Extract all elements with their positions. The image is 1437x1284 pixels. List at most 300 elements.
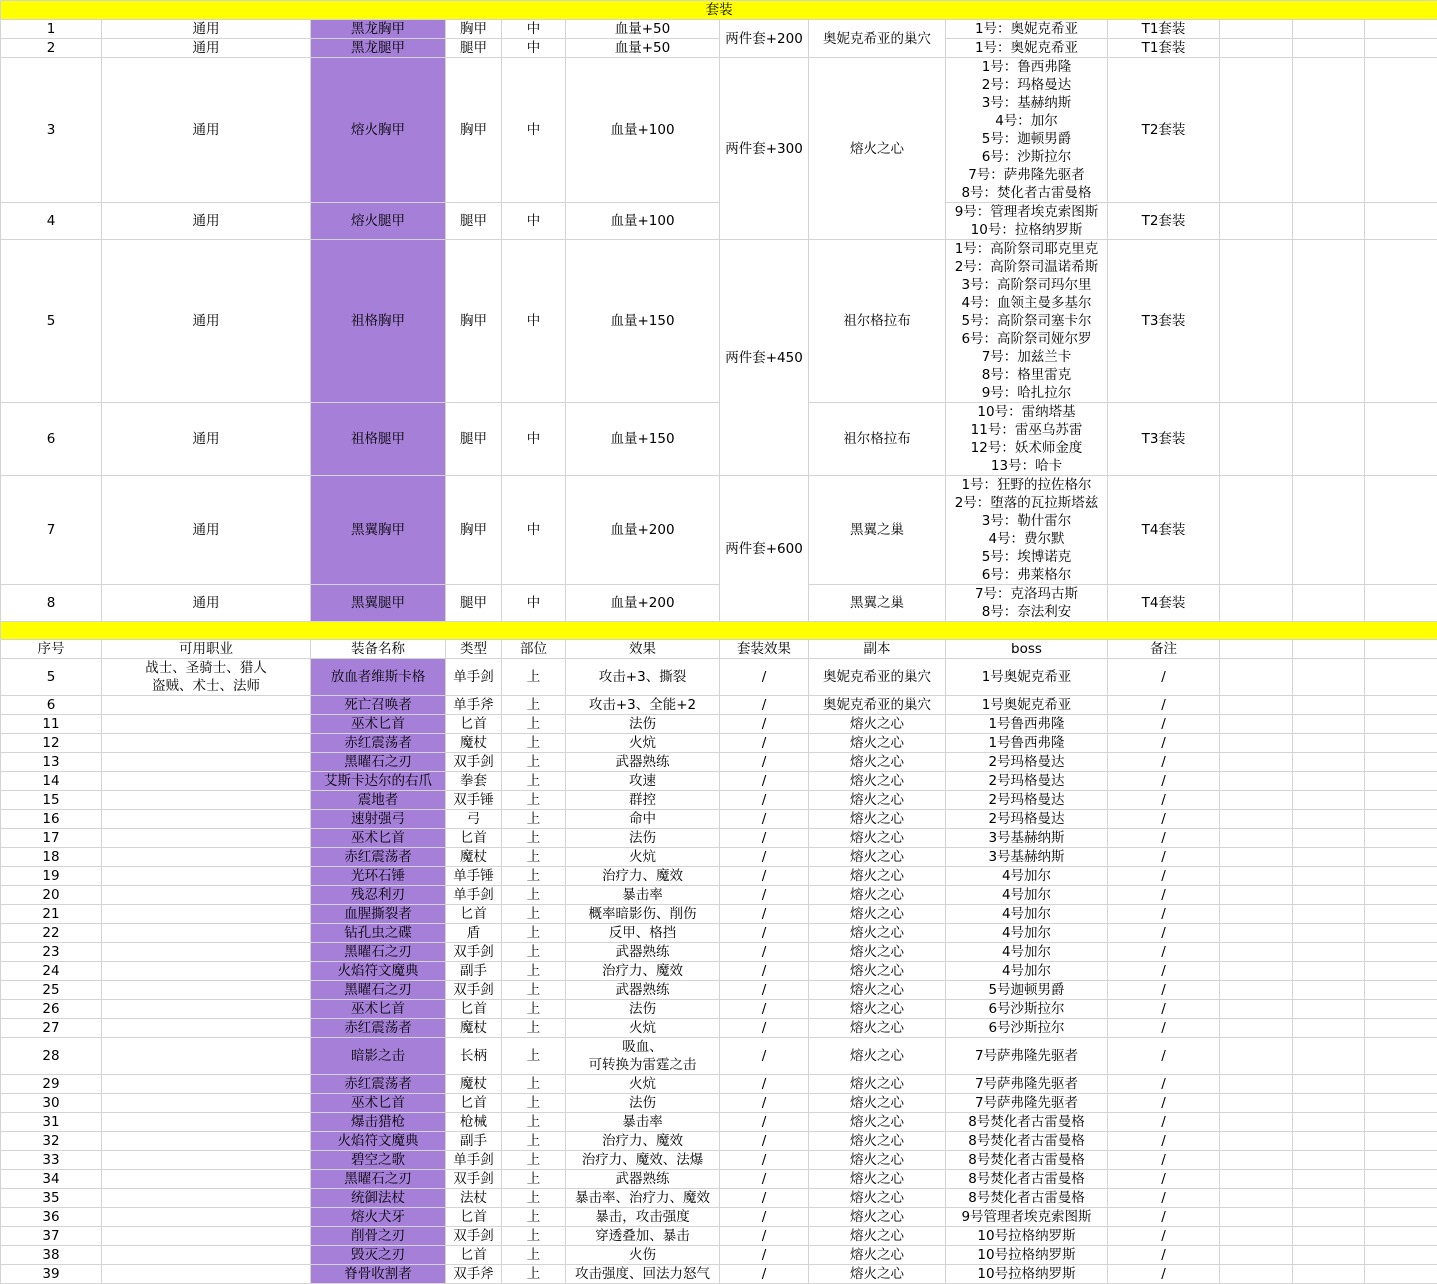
cell-note[interactable]: /	[1108, 1151, 1220, 1170]
cell-effect[interactable]: 暴击，攻击强度	[566, 1208, 720, 1227]
cell-note[interactable]: /	[1108, 1246, 1220, 1265]
cell-boss[interactable]: 4号加尔	[946, 886, 1108, 905]
cell-item-name[interactable]: 熔火胸甲	[311, 58, 446, 203]
cell-dungeon[interactable]: 熔火之心	[809, 867, 946, 886]
cell-type[interactable]: 胸甲	[446, 240, 502, 403]
cell-set-bonus[interactable]: /	[720, 1038, 809, 1075]
cell-empty[interactable]	[1293, 734, 1365, 753]
cell-empty[interactable]	[1293, 981, 1365, 1000]
cell-class[interactable]	[102, 1113, 311, 1132]
cell-set-bonus[interactable]: /	[720, 1151, 809, 1170]
cell-note[interactable]: /	[1108, 1019, 1220, 1038]
cell-type[interactable]: 单手剑	[446, 1151, 502, 1170]
cell-empty[interactable]	[1365, 943, 1437, 962]
cell-empty[interactable]	[1365, 962, 1437, 981]
cell-type[interactable]: 魔杖	[446, 734, 502, 753]
cell-effect[interactable]: 血量+150	[566, 403, 720, 476]
cell-empty[interactable]	[1293, 39, 1365, 58]
cell-slot[interactable]: 上	[502, 734, 566, 753]
cell-no[interactable]: 24	[1, 962, 102, 981]
cell-empty[interactable]	[1365, 240, 1437, 403]
cell-empty[interactable]	[1365, 476, 1437, 585]
cell-slot[interactable]: 上	[502, 715, 566, 734]
cell-item-name[interactable]: 祖格胸甲	[311, 240, 446, 403]
cell-set-bonus[interactable]: /	[720, 1265, 809, 1284]
cell-type[interactable]: 魔杖	[446, 1075, 502, 1094]
cell-effect[interactable]: 暴击率	[566, 886, 720, 905]
cell-item-name[interactable]: 巫术匕首	[311, 829, 446, 848]
cell-empty[interactable]	[1293, 1189, 1365, 1208]
cell-empty[interactable]	[1293, 1265, 1365, 1284]
cell-slot[interactable]: 中	[502, 39, 566, 58]
cell-empty[interactable]	[1220, 829, 1293, 848]
cell-boss[interactable]: 4号加尔	[946, 962, 1108, 981]
cell-effect[interactable]: 吸血、 可转换为雷霆之击	[566, 1038, 720, 1075]
cell-type[interactable]: 腿甲	[446, 203, 502, 240]
cell-no[interactable]: 6	[1, 403, 102, 476]
cell-empty[interactable]	[1293, 924, 1365, 943]
cell-type[interactable]: 匕首	[446, 1208, 502, 1227]
cell-slot[interactable]: 上	[502, 1227, 566, 1246]
cell-class[interactable]	[102, 1075, 311, 1094]
cell-dungeon[interactable]: 熔火之心	[809, 962, 946, 981]
cell-empty[interactable]	[1220, 753, 1293, 772]
cell-set-bonus[interactable]: /	[720, 829, 809, 848]
cell-empty[interactable]	[1365, 810, 1437, 829]
cell-item-name[interactable]: 光环石锤	[311, 867, 446, 886]
cell-empty[interactable]	[1220, 848, 1293, 867]
cell-class[interactable]	[102, 848, 311, 867]
cell-slot[interactable]: 中	[502, 58, 566, 203]
cell-empty[interactable]	[1365, 1113, 1437, 1132]
cell-class[interactable]: 通用	[102, 240, 311, 403]
cell-class[interactable]	[102, 1265, 311, 1284]
cell-no[interactable]: 4	[1, 203, 102, 240]
cell-class[interactable]	[102, 886, 311, 905]
cell-slot[interactable]: 上	[502, 886, 566, 905]
cell-empty[interactable]	[1365, 1038, 1437, 1075]
cell-note[interactable]: /	[1108, 1170, 1220, 1189]
cell-no[interactable]: 16	[1, 810, 102, 829]
cell-item-name[interactable]: 黑翼腿甲	[311, 585, 446, 622]
cell-boss[interactable]: 9号管理者埃克索图斯	[946, 1208, 1108, 1227]
cell-item-name[interactable]: 钻孔虫之碟	[311, 924, 446, 943]
cell-empty[interactable]	[1365, 696, 1437, 715]
cell-boss[interactable]: 1号：鲁西弗隆 2号：玛格曼达 3号：基赫纳斯 4号：加尔 5号：迦顿男爵 6号：沙斯拉尔 7号：萨弗隆先驱者 8号：焚化者古雷曼格	[946, 58, 1108, 203]
cell-effect[interactable]: 火炕	[566, 848, 720, 867]
cell-dungeon[interactable]: 熔火之心	[809, 943, 946, 962]
cell-class[interactable]	[102, 1246, 311, 1265]
cell-boss[interactable]: 2号玛格曼达	[946, 753, 1108, 772]
cell-boss[interactable]: 4号加尔	[946, 943, 1108, 962]
cell-tier[interactable]: T2套装	[1108, 203, 1220, 240]
cell-type[interactable]: 副手	[446, 962, 502, 981]
cell-empty[interactable]	[1220, 58, 1293, 203]
cell-effect[interactable]: 血量+200	[566, 476, 720, 585]
header-dungeon[interactable]: 副本	[809, 640, 946, 659]
cell-empty[interactable]	[1293, 886, 1365, 905]
cell-class[interactable]	[102, 715, 311, 734]
header-effect[interactable]: 效果	[566, 640, 720, 659]
cell-class[interactable]	[102, 810, 311, 829]
cell-dungeon[interactable]: 熔火之心	[809, 1094, 946, 1113]
cell-tier[interactable]: T2套装	[1108, 58, 1220, 203]
cell-empty[interactable]	[1365, 848, 1437, 867]
cell-item-name[interactable]: 赤红震荡者	[311, 848, 446, 867]
cell-empty[interactable]	[1365, 203, 1437, 240]
cell-class[interactable]: 通用	[102, 476, 311, 585]
cell-class[interactable]	[102, 734, 311, 753]
cell-type[interactable]: 单手锤	[446, 867, 502, 886]
cell-item-name[interactable]: 统御法杖	[311, 1189, 446, 1208]
cell-no[interactable]: 20	[1, 886, 102, 905]
cell-no[interactable]: 11	[1, 715, 102, 734]
cell-boss[interactable]: 8号焚化者古雷曼格	[946, 1151, 1108, 1170]
cell-no[interactable]: 23	[1, 943, 102, 962]
cell-slot[interactable]: 上	[502, 867, 566, 886]
cell-effect[interactable]: 武器熟练	[566, 981, 720, 1000]
cell-type[interactable]: 匕首	[446, 715, 502, 734]
cell-effect[interactable]: 概率暗影伤、削伤	[566, 905, 720, 924]
cell-type[interactable]: 双手剑	[446, 943, 502, 962]
cell-set-bonus[interactable]: /	[720, 924, 809, 943]
cell-type[interactable]: 双手剑	[446, 1227, 502, 1246]
cell-empty[interactable]	[1293, 1000, 1365, 1019]
cell-empty[interactable]	[1220, 640, 1293, 659]
cell-item-name[interactable]: 暗影之击	[311, 1038, 446, 1075]
cell-empty[interactable]	[1220, 1094, 1293, 1113]
cell-dungeon[interactable]: 熔火之心	[809, 791, 946, 810]
cell-type[interactable]: 腿甲	[446, 39, 502, 58]
cell-boss[interactable]: 6号沙斯拉尔	[946, 1000, 1108, 1019]
cell-set-bonus[interactable]: /	[720, 1189, 809, 1208]
cell-effect[interactable]: 武器熟练	[566, 943, 720, 962]
cell-boss[interactable]: 4号加尔	[946, 867, 1108, 886]
cell-no[interactable]: 5	[1, 659, 102, 696]
cell-slot[interactable]: 上	[502, 1019, 566, 1038]
cell-effect[interactable]: 治疗力、魔效、法爆	[566, 1151, 720, 1170]
cell-set-bonus[interactable]: /	[720, 1170, 809, 1189]
cell-dungeon[interactable]: 熔火之心	[809, 1038, 946, 1075]
cell-empty[interactable]	[1293, 943, 1365, 962]
cell-dungeon[interactable]: 熔火之心	[809, 1265, 946, 1284]
cell-type[interactable]: 单手剑	[446, 886, 502, 905]
cell-set-bonus[interactable]: /	[720, 734, 809, 753]
cell-type[interactable]: 单手剑	[446, 659, 502, 696]
cell-boss[interactable]: 10号拉格纳罗斯	[946, 1246, 1108, 1265]
cell-boss[interactable]: 1号：狂野的拉佐格尔 2号：堕落的瓦拉斯塔兹 3号：勒什雷尔 4号：费尔默 5号：埃博诺克 6号：弗莱格尔	[946, 476, 1108, 585]
cell-set-bonus[interactable]: /	[720, 1132, 809, 1151]
cell-set-bonus[interactable]: /	[720, 943, 809, 962]
cell-effect[interactable]: 武器熟练	[566, 753, 720, 772]
cell-no[interactable]: 33	[1, 1151, 102, 1170]
cell-effect[interactable]: 武器熟练	[566, 1170, 720, 1189]
cell-empty[interactable]	[1220, 867, 1293, 886]
cell-slot[interactable]: 上	[502, 1000, 566, 1019]
cell-empty[interactable]	[1365, 1170, 1437, 1189]
cell-empty[interactable]	[1293, 20, 1365, 39]
cell-type[interactable]: 胸甲	[446, 20, 502, 39]
cell-note[interactable]: /	[1108, 734, 1220, 753]
cell-set-bonus[interactable]: /	[720, 981, 809, 1000]
cell-dungeon[interactable]: 熔火之心	[809, 810, 946, 829]
cell-type[interactable]: 匕首	[446, 1094, 502, 1113]
cell-empty[interactable]	[1365, 1075, 1437, 1094]
cell-type[interactable]: 双手斧	[446, 1265, 502, 1284]
cell-type[interactable]: 腿甲	[446, 585, 502, 622]
cell-set-bonus[interactable]: /	[720, 1113, 809, 1132]
cell-class[interactable]	[102, 943, 311, 962]
cell-set-bonus[interactable]: 两件套+200	[720, 20, 809, 58]
cell-tier[interactable]: T1套装	[1108, 20, 1220, 39]
cell-boss[interactable]: 4号加尔	[946, 924, 1108, 943]
cell-effect[interactable]: 群控	[566, 791, 720, 810]
cell-empty[interactable]	[1293, 696, 1365, 715]
cell-effect[interactable]: 暴击率	[566, 1113, 720, 1132]
cell-class[interactable]: 通用	[102, 58, 311, 203]
cell-empty[interactable]	[1293, 867, 1365, 886]
cell-boss[interactable]: 1号：奥妮克希亚	[946, 20, 1108, 39]
cell-empty[interactable]	[1293, 1038, 1365, 1075]
cell-item-name[interactable]: 火焰符文魔典	[311, 962, 446, 981]
cell-item-name[interactable]: 血腥撕裂者	[311, 905, 446, 924]
cell-slot[interactable]: 中	[502, 403, 566, 476]
cell-effect[interactable]: 血量+100	[566, 58, 720, 203]
cell-no[interactable]: 38	[1, 1246, 102, 1265]
cell-empty[interactable]	[1293, 791, 1365, 810]
header-class[interactable]: 可用职业	[102, 640, 311, 659]
cell-set-bonus[interactable]: /	[720, 791, 809, 810]
cell-dungeon[interactable]: 熔火之心	[809, 1189, 946, 1208]
cell-type[interactable]: 胸甲	[446, 58, 502, 203]
cell-set-bonus[interactable]: /	[720, 1075, 809, 1094]
cell-note[interactable]: /	[1108, 715, 1220, 734]
cell-boss[interactable]: 7号：克洛玛古斯 8号：奈法利安	[946, 585, 1108, 622]
cell-item-name[interactable]: 残忍利刃	[311, 886, 446, 905]
cell-class[interactable]: 通用	[102, 20, 311, 39]
cell-dungeon[interactable]: 熔火之心	[809, 1151, 946, 1170]
cell-slot[interactable]: 上	[502, 943, 566, 962]
cell-empty[interactable]	[1293, 1019, 1365, 1038]
cell-tier[interactable]: T4套装	[1108, 585, 1220, 622]
cell-class[interactable]	[102, 772, 311, 791]
cell-item-name[interactable]: 放血者维斯卡格	[311, 659, 446, 696]
cell-slot[interactable]: 上	[502, 1208, 566, 1227]
cell-note[interactable]: /	[1108, 659, 1220, 696]
cell-boss[interactable]: 9号：管理者埃克索图斯 10号：拉格纳罗斯	[946, 203, 1108, 240]
cell-type[interactable]: 长柄	[446, 1038, 502, 1075]
cell-dungeon[interactable]: 熔火之心	[809, 905, 946, 924]
cell-empty[interactable]	[1293, 1151, 1365, 1170]
cell-item-name[interactable]: 火焰符文魔典	[311, 1132, 446, 1151]
cell-note[interactable]: /	[1108, 1000, 1220, 1019]
cell-set-bonus[interactable]: /	[720, 1094, 809, 1113]
cell-effect[interactable]: 火炕	[566, 1019, 720, 1038]
cell-empty[interactable]	[1365, 715, 1437, 734]
cell-type[interactable]: 匕首	[446, 905, 502, 924]
cell-note[interactable]: /	[1108, 1265, 1220, 1284]
cell-empty[interactable]	[1220, 905, 1293, 924]
cell-note[interactable]: /	[1108, 1038, 1220, 1075]
cell-item-name[interactable]: 黑曜石之刃	[311, 981, 446, 1000]
cell-effect[interactable]: 治疗力、魔效	[566, 1132, 720, 1151]
header-type[interactable]: 类型	[446, 640, 502, 659]
cell-boss[interactable]: 8号焚化者古雷曼格	[946, 1132, 1108, 1151]
cell-empty[interactable]	[1293, 1094, 1365, 1113]
cell-empty[interactable]	[1293, 848, 1365, 867]
cell-dungeon[interactable]: 奥妮克希亚的巢穴	[809, 696, 946, 715]
cell-item-name[interactable]: 巫术匕首	[311, 715, 446, 734]
cell-tier[interactable]: T4套装	[1108, 476, 1220, 585]
cell-empty[interactable]	[1220, 1038, 1293, 1075]
cell-no[interactable]: 31	[1, 1113, 102, 1132]
cell-item-name[interactable]: 毁灭之刃	[311, 1246, 446, 1265]
cell-empty[interactable]	[1293, 203, 1365, 240]
cell-empty[interactable]	[1220, 1246, 1293, 1265]
cell-boss[interactable]: 3号基赫纳斯	[946, 848, 1108, 867]
separator-band[interactable]	[1, 622, 1437, 640]
cell-empty[interactable]	[1220, 1170, 1293, 1189]
cell-note[interactable]: /	[1108, 962, 1220, 981]
cell-empty[interactable]	[1220, 1113, 1293, 1132]
cell-empty[interactable]	[1365, 1208, 1437, 1227]
cell-set-bonus[interactable]: /	[720, 753, 809, 772]
cell-slot[interactable]: 上	[502, 753, 566, 772]
cell-type[interactable]: 胸甲	[446, 476, 502, 585]
cell-item-name[interactable]: 黑曜石之刃	[311, 943, 446, 962]
cell-type[interactable]: 枪械	[446, 1113, 502, 1132]
cell-dungeon[interactable]: 熔火之心	[809, 1000, 946, 1019]
cell-no[interactable]: 7	[1, 476, 102, 585]
header-no[interactable]: 序号	[1, 640, 102, 659]
cell-tier[interactable]: T1套装	[1108, 39, 1220, 58]
cell-set-bonus[interactable]: /	[720, 659, 809, 696]
cell-slot[interactable]: 中	[502, 203, 566, 240]
cell-no[interactable]: 29	[1, 1075, 102, 1094]
header-slot[interactable]: 部位	[502, 640, 566, 659]
cell-empty[interactable]	[1293, 753, 1365, 772]
cell-class[interactable]	[102, 905, 311, 924]
cell-effect[interactable]: 法伤	[566, 829, 720, 848]
cell-item-name[interactable]: 削骨之刃	[311, 1227, 446, 1246]
cell-effect[interactable]: 治疗力、魔效	[566, 962, 720, 981]
cell-slot[interactable]: 上	[502, 791, 566, 810]
cell-empty[interactable]	[1220, 810, 1293, 829]
cell-item-name[interactable]: 艾斯卡达尔的右爪	[311, 772, 446, 791]
cell-boss[interactable]: 2号玛格曼达	[946, 791, 1108, 810]
cell-no[interactable]: 17	[1, 829, 102, 848]
cell-empty[interactable]	[1293, 659, 1365, 696]
cell-empty[interactable]	[1293, 1208, 1365, 1227]
cell-item-name[interactable]: 速射强弓	[311, 810, 446, 829]
cell-slot[interactable]: 中	[502, 240, 566, 403]
cell-item-name[interactable]: 黑曜石之刃	[311, 753, 446, 772]
cell-note[interactable]: /	[1108, 886, 1220, 905]
cell-dungeon[interactable]: 祖尔格拉布	[809, 403, 946, 476]
cell-type[interactable]: 匕首	[446, 1246, 502, 1265]
header-boss[interactable]: boss	[946, 640, 1108, 659]
cell-empty[interactable]	[1220, 1208, 1293, 1227]
cell-class[interactable]	[102, 981, 311, 1000]
cell-no[interactable]: 5	[1, 240, 102, 403]
cell-empty[interactable]	[1365, 1132, 1437, 1151]
cell-empty[interactable]	[1365, 39, 1437, 58]
cell-boss[interactable]: 8号焚化者古雷曼格	[946, 1189, 1108, 1208]
header-note[interactable]: 备注	[1108, 640, 1220, 659]
cell-effect[interactable]: 血量+100	[566, 203, 720, 240]
cell-slot[interactable]: 上	[502, 829, 566, 848]
cell-boss[interactable]: 2号玛格曼达	[946, 772, 1108, 791]
cell-no[interactable]: 25	[1, 981, 102, 1000]
cell-empty[interactable]	[1365, 1246, 1437, 1265]
cell-type[interactable]: 弓	[446, 810, 502, 829]
cell-empty[interactable]	[1365, 403, 1437, 476]
cell-boss[interactable]: 8号焚化者古雷曼格	[946, 1113, 1108, 1132]
cell-type[interactable]: 拳套	[446, 772, 502, 791]
cell-item-name[interactable]: 爆击猎枪	[311, 1113, 446, 1132]
cell-type[interactable]: 匕首	[446, 829, 502, 848]
cell-effect[interactable]: 攻击+3、全能+2	[566, 696, 720, 715]
cell-class[interactable]	[102, 1038, 311, 1075]
cell-dungeon[interactable]: 熔火之心	[809, 58, 946, 240]
cell-set-bonus[interactable]: /	[720, 848, 809, 867]
cell-empty[interactable]	[1220, 585, 1293, 622]
cell-empty[interactable]	[1293, 1075, 1365, 1094]
cell-boss[interactable]: 1号鲁西弗隆	[946, 715, 1108, 734]
cell-note[interactable]: /	[1108, 829, 1220, 848]
cell-dungeon[interactable]: 熔火之心	[809, 848, 946, 867]
cell-empty[interactable]	[1220, 1189, 1293, 1208]
cell-effect[interactable]: 反甲、格挡	[566, 924, 720, 943]
cell-empty[interactable]	[1365, 772, 1437, 791]
cell-no[interactable]: 12	[1, 734, 102, 753]
cell-empty[interactable]	[1365, 1151, 1437, 1170]
cell-effect[interactable]: 火炕	[566, 734, 720, 753]
cell-no[interactable]: 19	[1, 867, 102, 886]
cell-note[interactable]: /	[1108, 696, 1220, 715]
cell-class[interactable]	[102, 1132, 311, 1151]
cell-type[interactable]: 法杖	[446, 1189, 502, 1208]
cell-set-bonus[interactable]: 两件套+300	[720, 58, 809, 240]
cell-no[interactable]: 27	[1, 1019, 102, 1038]
cell-set-bonus[interactable]: /	[720, 905, 809, 924]
cell-note[interactable]: /	[1108, 1113, 1220, 1132]
cell-item-name[interactable]: 赤红震荡者	[311, 734, 446, 753]
cell-type[interactable]: 单手斧	[446, 696, 502, 715]
cell-empty[interactable]	[1220, 403, 1293, 476]
cell-empty[interactable]	[1220, 772, 1293, 791]
cell-empty[interactable]	[1365, 20, 1437, 39]
cell-slot[interactable]: 上	[502, 848, 566, 867]
cell-effect[interactable]: 血量+50	[566, 20, 720, 39]
cell-slot[interactable]: 上	[502, 1170, 566, 1189]
cell-note[interactable]: /	[1108, 1189, 1220, 1208]
cell-class[interactable]	[102, 1208, 311, 1227]
cell-item-name[interactable]: 黑翼胸甲	[311, 476, 446, 585]
cell-class[interactable]	[102, 924, 311, 943]
cell-no[interactable]: 39	[1, 1265, 102, 1284]
cell-empty[interactable]	[1293, 810, 1365, 829]
cell-empty[interactable]	[1220, 791, 1293, 810]
cell-item-name[interactable]: 赤红震荡者	[311, 1075, 446, 1094]
cell-effect[interactable]: 攻击+3、撕裂	[566, 659, 720, 696]
cell-empty[interactable]	[1220, 1075, 1293, 1094]
cell-effect[interactable]: 穿透叠加、暴击	[566, 1227, 720, 1246]
cell-no[interactable]: 30	[1, 1094, 102, 1113]
cell-effect[interactable]: 法伤	[566, 715, 720, 734]
cell-no[interactable]: 1	[1, 20, 102, 39]
cell-slot[interactable]: 上	[502, 905, 566, 924]
